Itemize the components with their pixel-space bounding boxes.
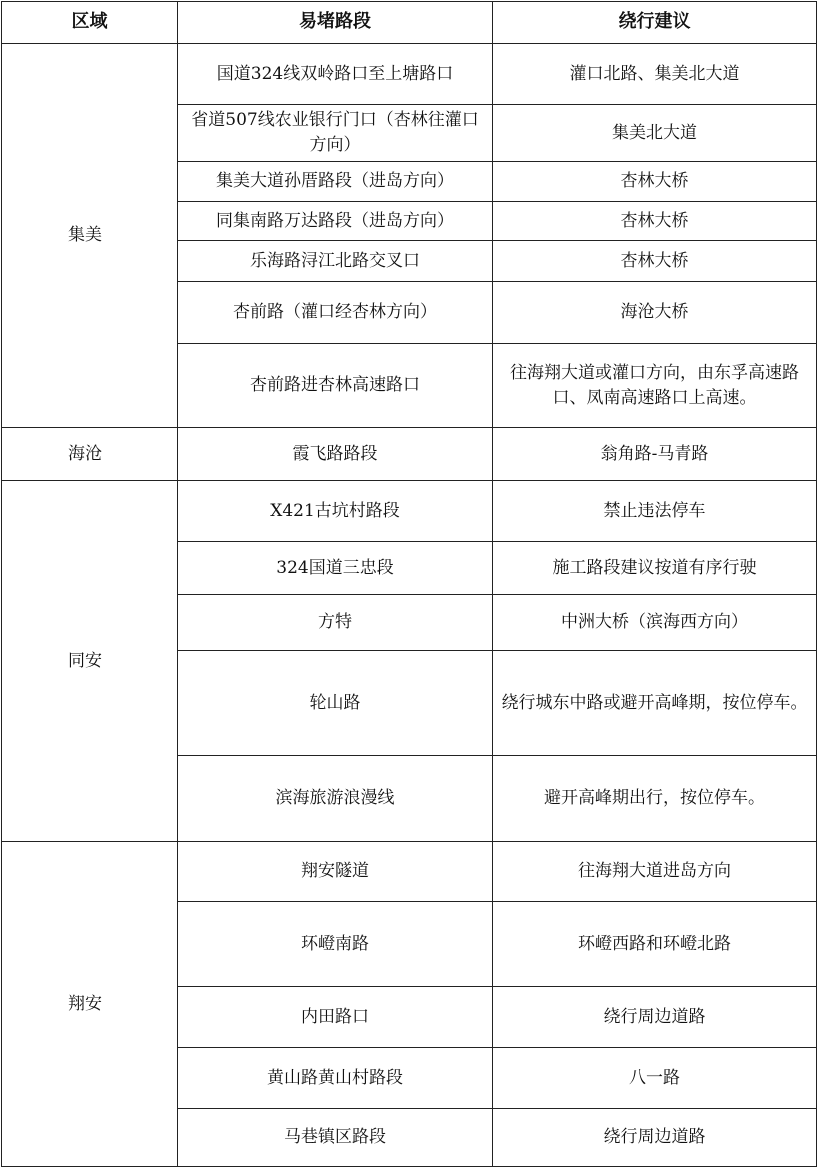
header-advice: 绕行建议 bbox=[493, 2, 817, 44]
header-region: 区域 bbox=[2, 2, 178, 44]
road-cell: 杏前路（灌口经杏林方向） bbox=[178, 282, 493, 344]
advice-cell: 避开高峰期出行，按位停车。 bbox=[493, 756, 817, 842]
advice-cell: 翁角路-马青路 bbox=[493, 428, 817, 481]
road-cell: 内田路口 bbox=[178, 987, 493, 1048]
region-label: 海沧 bbox=[68, 443, 102, 464]
road-cell: 环嶝南路 bbox=[178, 902, 493, 987]
table-row bbox=[2, 428, 817, 481]
table-row bbox=[2, 481, 817, 542]
advice-cell: 绕行周边道路 bbox=[493, 1109, 817, 1167]
region-cell bbox=[2, 428, 178, 481]
road-cell: 马巷镇区路段 bbox=[178, 1109, 493, 1167]
road-cell: 方特 bbox=[178, 595, 493, 651]
advice-cell: 杏林大桥 bbox=[493, 202, 817, 241]
road-cell: 集美大道孙厝路段（进岛方向） bbox=[178, 162, 493, 202]
road-cell: 乐海路浔江北路交叉口 bbox=[178, 241, 493, 282]
advice-cell: 八一路 bbox=[493, 1048, 817, 1109]
region-cell bbox=[2, 44, 178, 428]
advice-cell: 绕行城东中路或避开高峰期，按位停车。 bbox=[493, 651, 817, 756]
road-cell: 同集南路万达路段（进岛方向） bbox=[178, 202, 493, 241]
road-cell: 黄山路黄山村路段 bbox=[178, 1048, 493, 1109]
road-cell: 国道324线双岭路口至上塘路口 bbox=[178, 44, 493, 105]
advice-cell: 杏林大桥 bbox=[493, 241, 817, 282]
advice-cell: 海沧大桥 bbox=[493, 282, 817, 344]
region-label: 翔安 bbox=[68, 993, 102, 1014]
advice-cell: 施工路段建议按道有序行驶 bbox=[493, 542, 817, 595]
advice-cell: 灌口北路、集美北大道 bbox=[493, 44, 817, 105]
advice-cell: 往海翔大道或灌口方向，由东孚高速路口、凤南高速路口上高速。 bbox=[493, 344, 817, 428]
road-cell: 滨海旅游浪漫线 bbox=[178, 756, 493, 842]
advice-cell: 杏林大桥 bbox=[493, 162, 817, 202]
advice-cell: 环嶝西路和环嶝北路 bbox=[493, 902, 817, 987]
region-label: 同安 bbox=[68, 650, 102, 671]
road-cell: 杏前路进杏林高速路口 bbox=[178, 344, 493, 428]
road-cell: X421古坑村路段 bbox=[178, 481, 493, 542]
advice-cell: 集美北大道 bbox=[493, 105, 817, 162]
road-cell: 霞飞路路段 bbox=[178, 428, 493, 481]
header-row bbox=[2, 2, 817, 44]
table-row bbox=[2, 44, 817, 105]
road-cell: 324国道三忠段 bbox=[178, 542, 493, 595]
region-label: 集美 bbox=[68, 225, 102, 246]
region-cell bbox=[2, 481, 178, 842]
advice-cell: 禁止违法停车 bbox=[493, 481, 817, 542]
advice-cell: 往海翔大道进岛方向 bbox=[493, 842, 817, 902]
road-cell: 轮山路 bbox=[178, 651, 493, 756]
advice-cell: 中洲大桥（滨海西方向） bbox=[493, 595, 817, 651]
header-road: 易堵路段 bbox=[178, 2, 493, 44]
advice-cell: 绕行周边道路 bbox=[493, 987, 817, 1048]
road-cell: 省道507线农业银行门口（杏林往灌口方向） bbox=[178, 105, 493, 162]
road-cell: 翔安隧道 bbox=[178, 842, 493, 902]
table-row bbox=[2, 842, 817, 902]
region-cell bbox=[2, 842, 178, 1167]
traffic-table bbox=[1, 1, 817, 1167]
